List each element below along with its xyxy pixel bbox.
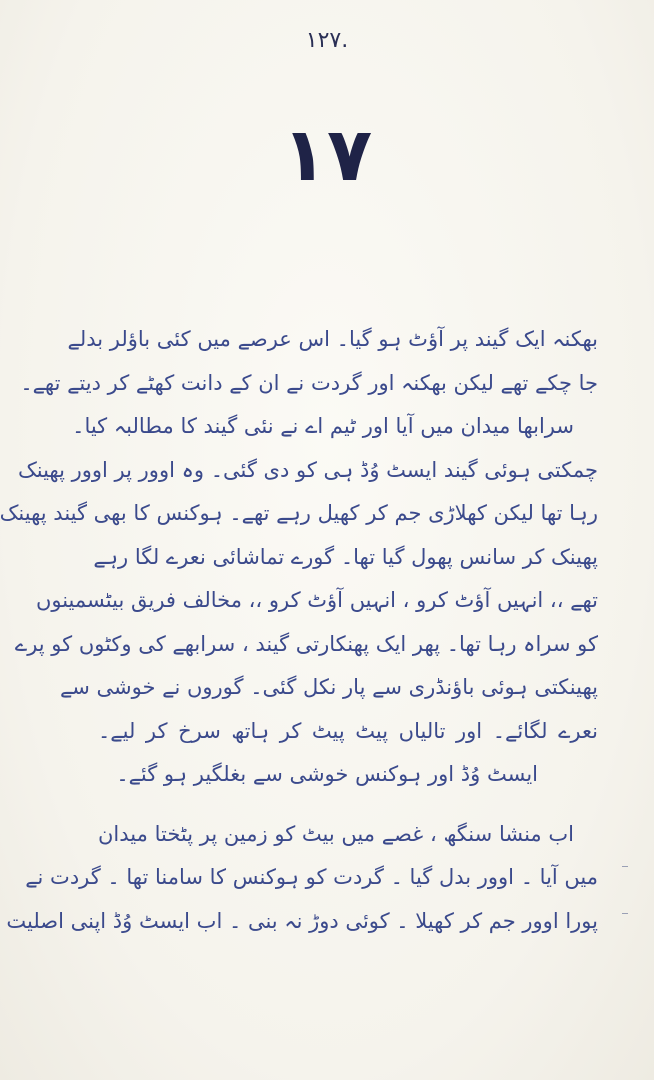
chapter-number: ۱۷ — [281, 112, 373, 198]
text-line: اب منشا سنگھ ، غصے میں بیٹ کو زمین پر پٹختا میدان — [98, 821, 574, 846]
text-line: میں آیا ۔ اوور بدل گیا ۔ گردت کو ہوکنس کا سامنا تھا ۔ گردت نے — [25, 865, 598, 889]
text-line: سرابھا میدان میں آیا اور ٹیم اے نے نئی گیند کا مطالبہ کیا۔ — [72, 414, 574, 438]
page-number: ۱۲۷. — [305, 28, 349, 53]
text-line: پھینک کر سانس پھول گیا تھا۔ گورے تماشائی نعرے لگا رہے — [93, 544, 598, 569]
text-line: چمکتی ہوئی گیند ایسٹ وُڈ ہی کو دی گئی۔ وہ اوور پر اوور پھینک — [17, 457, 598, 482]
margin-mark — [622, 913, 628, 914]
margin-mark — [622, 866, 628, 867]
text-line: پورا اوور جم کر کھیلا ۔ کوئی دوڑ نہ بنی ۔ اب ایسٹ وُڈ اپنی اصلیت — [6, 908, 598, 933]
text-line: ایسٹ وُڈ اور ہوکنس خوشی سے بغلگیر ہو گئے۔ — [116, 762, 538, 786]
text-line: نعرے لگائے۔ اور تالیاں پیٹ پیٹ کر ہاتھ سرخ کر لیے۔ — [98, 718, 598, 743]
text-line: پھینکتی ہوئی باؤنڈری سے پار نکل گئی۔ گوروں نے خوشی سے — [59, 675, 598, 699]
text-line: جا چکے تھے لیکن بھکنہ اور گردت نے ان کے دانت کھٹے کر دیتے تھے۔ — [20, 370, 598, 395]
text-line: تھے ،، انہیں آؤٹ کرو ، انہیں آؤٹ کرو ،، مخالف فریق بیٹسمینوں — [35, 588, 598, 612]
text-line: بھکنہ ایک گیند پر آؤٹ ہو گیا۔ اس عرصے میں کئی باؤلر بدلے — [67, 327, 598, 351]
body-text — [0, 318, 598, 943]
text-line: کو سراہ رہا تھا۔ پھر ایک پھنکارتی گیند ، سرابھے کی وکٹوں کو پرے — [14, 631, 598, 656]
text-line: رہا تھا لیکن کھلاڑی جم کر کھیل رہے تھے۔ ہوکنس کا بھی گیند پھینک — [0, 501, 598, 525]
